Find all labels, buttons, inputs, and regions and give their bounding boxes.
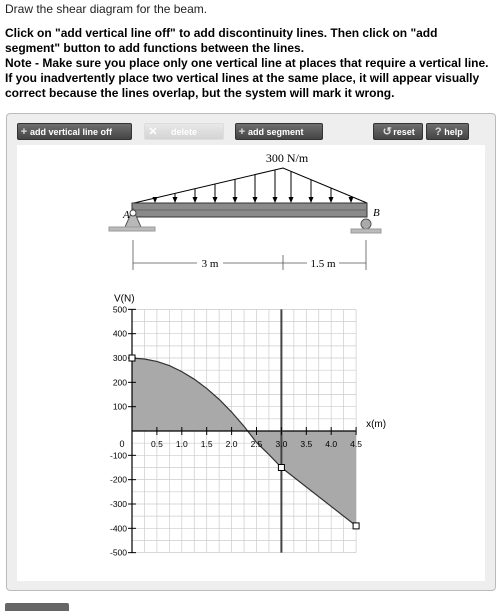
- help-button[interactable]: [426, 123, 469, 140]
- load-arrowhead: [153, 197, 158, 203]
- x-tick-label: 2.0: [225, 439, 238, 449]
- load-arrowhead: [329, 197, 334, 203]
- plus-icon: +: [238, 126, 246, 138]
- dim-left-label: 3 m: [201, 258, 219, 270]
- y-tick-label: -300: [109, 498, 127, 509]
- x-tick-label: 1.5: [200, 439, 213, 449]
- x-tick-label: 3.5: [300, 439, 313, 449]
- toolbar: [17, 123, 469, 140]
- help-label: help: [444, 127, 463, 137]
- x-tick-label: 4.0: [325, 439, 338, 449]
- beam-and-shear-svg: [17, 145, 485, 581]
- instruction-line: correct because the lines overlap, but the system will mark it wrong.: [5, 86, 395, 100]
- point-marker: [129, 355, 135, 361]
- x-tick-label: 2.5: [250, 439, 263, 449]
- instruction-line: Note - Make sure you place only one vertical line at places that require a vertical line.: [5, 56, 489, 70]
- y-tick-label: 500: [112, 304, 127, 315]
- point-marker: [353, 523, 359, 529]
- support-a-label: A: [123, 209, 130, 221]
- prompt-text: Draw the shear diagram for the beam.: [5, 2, 208, 16]
- load-arrowhead: [309, 197, 314, 203]
- load-arrowhead: [289, 197, 294, 203]
- add-segment-label: add segment: [248, 127, 304, 137]
- refresh-icon: ↺: [382, 126, 392, 138]
- load-arrowhead: [253, 197, 258, 203]
- plus-icon: +: [20, 126, 28, 138]
- y-tick-label: -100: [109, 450, 127, 461]
- load-arrowhead: [193, 197, 198, 203]
- x-tick-label: 0.5: [150, 439, 163, 449]
- question-icon: ?: [434, 126, 442, 138]
- x-axis-label: x(m): [366, 419, 387, 430]
- y-tick-label: -500: [109, 547, 127, 558]
- close-icon: ✕: [148, 126, 158, 138]
- support-b-label: B: [373, 207, 380, 219]
- ground-b: [351, 229, 381, 233]
- add-vertical-line-button[interactable]: [17, 123, 132, 140]
- diagram-panel: [6, 113, 496, 591]
- load-arrowhead: [273, 197, 278, 203]
- shear-chart: [110, 293, 386, 557]
- y-tick-label: 400: [112, 328, 127, 339]
- load-label: 300 N/m: [265, 151, 309, 165]
- x-tick-label: 4.5: [350, 439, 363, 449]
- delete-button[interactable]: [144, 123, 224, 140]
- load-arrowhead: [349, 197, 354, 203]
- y-tick-label: 100: [112, 401, 127, 412]
- x-tick-label: 1.0: [175, 439, 188, 449]
- reset-label: reset: [393, 127, 415, 137]
- y-tick-label: 300: [112, 353, 127, 364]
- origin-label: 0: [119, 439, 125, 449]
- point-marker: [278, 464, 284, 470]
- instructions: [5, 26, 499, 101]
- drawing-canvas[interactable]: [17, 145, 485, 581]
- load-arrowhead: [213, 197, 218, 203]
- y-axis-label: V(N): [114, 293, 135, 305]
- instruction-line: If you inadvertently place two vertical lines at the same place, it will appear visually: [5, 71, 480, 85]
- ground-a: [109, 227, 155, 231]
- y-tick-label: -400: [109, 523, 127, 534]
- load-arrowhead: [233, 197, 238, 203]
- x-tick-label: 3.0: [275, 439, 288, 449]
- dim-right-label: 1.5 m: [310, 258, 336, 270]
- reset-button[interactable]: [373, 123, 423, 140]
- y-tick-label: -200: [109, 474, 127, 485]
- beam-figure: [109, 151, 381, 270]
- bottom-tab[interactable]: [5, 603, 69, 611]
- add-segment-button[interactable]: [235, 123, 323, 140]
- load-arrowhead: [173, 197, 178, 203]
- roller-support-b: [361, 219, 371, 229]
- pin-icon: [130, 210, 136, 216]
- instruction-line: segment" button to add functions between the lines.: [5, 41, 305, 55]
- add-vertical-line-label: add vertical line off: [30, 127, 113, 137]
- instruction-line: Click on "add vertical line off" to add discontinuity lines. Then click on "add: [5, 26, 438, 40]
- y-tick-label: 200: [112, 377, 127, 388]
- delete-label: delete: [170, 127, 197, 137]
